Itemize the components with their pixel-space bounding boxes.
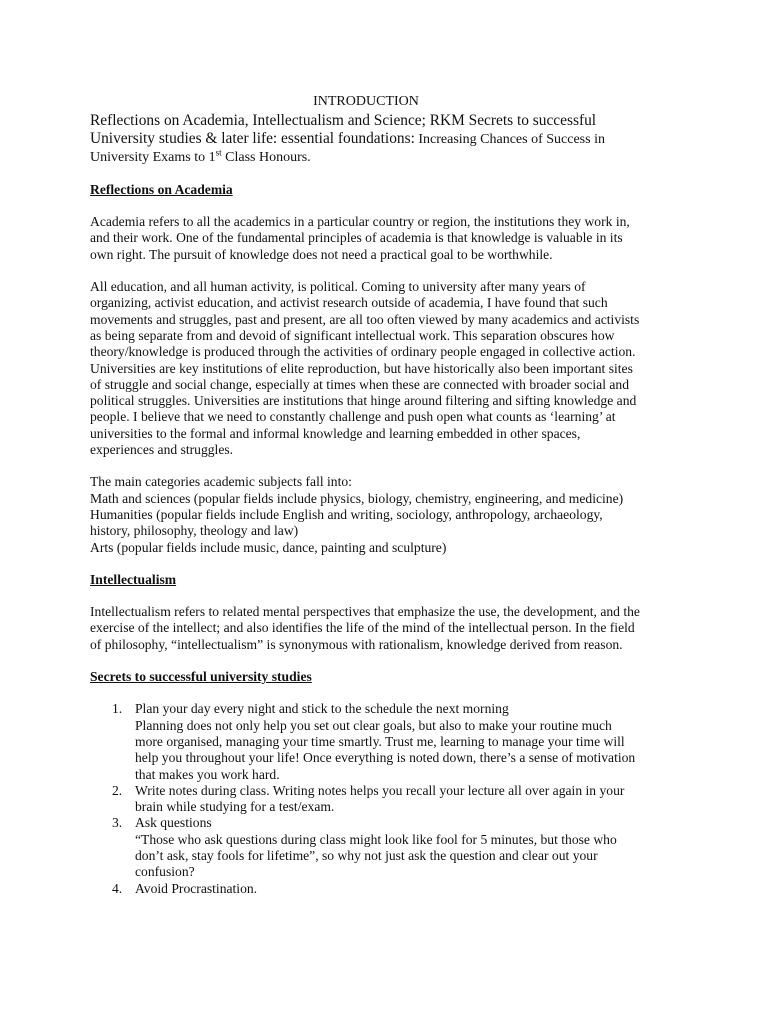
category-item: Arts (popular fields include music, dance, painting and sculpture) (90, 539, 447, 555)
page-title: INTRODUCTION (313, 94, 419, 109)
list-item-number: 2. (112, 782, 123, 798)
intellectualism-paragraph: Intellectualism refers to related mental perspectives that emphasize the use, the development, and the exercise of the intellect; and also identifies the life of the mind of the intellectual person. In the field of philosophy, “intellectualism” is synonymous with rationalism, knowledge derived from reason. (90, 604, 640, 652)
categories-intro: The main categories academic subjects fall into: (90, 474, 352, 490)
list-item-number: 4. (112, 880, 123, 896)
document-body (90, 94, 642, 897)
category-item: Humanities (popular fields include English and writing, sociology, anthropology, archaeology, history, philosophy, theology and law) (90, 506, 603, 539)
list-item-title: Ask questions (135, 815, 212, 831)
secrets-list (90, 701, 642, 897)
intro-paragraph (90, 112, 642, 166)
category-item: Math and sciences (popular fields include physics, biology, chemistry, engineering, and medicine) (90, 490, 624, 506)
list-item-title: Avoid Procrastination. (135, 880, 258, 896)
list-item-title: Plan your day every night and stick to the schedule the next morning (135, 701, 509, 717)
intro-small-text: Increasing Chances of Success in University Exams to 1 (90, 132, 605, 165)
intro-small-text-end: Class Honours. (221, 149, 311, 165)
intro-large-text: Reflections on Academia, Intellectualism and Science; RKM Secrets to successful University studies & later life: essential foundations: (90, 112, 597, 148)
list-item (90, 815, 642, 880)
list-item-title: Write notes during class. Writing notes helps you recall your lecture all over again in your brain while studying for a test/exam. (135, 782, 625, 815)
list-item (90, 783, 642, 816)
list-item-body: “Those who ask questions during class might look like fool for 5 minutes, but those who don’t ask, stay fools for lifetime”, so why not just ask the question and clear out your confusion? (135, 831, 617, 880)
academia-paragraph-1: Academia refers to all the academics in a particular country or region, the institutions they work in, and their work. One of the fundamental principles of academia is that knowledge is valuable in its own right. The pursuit of knowledge does not need a practical goal to be worthwhile. (90, 214, 630, 262)
list-item (90, 701, 642, 782)
list-item-number: 1. (112, 701, 123, 717)
list-item (90, 881, 642, 897)
list-item-number: 3. (112, 815, 123, 831)
list-item-body: Planning does not only help you set out clear goals, but also to make your routine much more organised, managing your time smartly. Trust me, learning to manage your time will help you throughout your life! Once everything is noted down, there’s a sense of motivation that makes you work hard. (135, 717, 636, 782)
section-heading-academia: Reflections on Academia (90, 181, 233, 197)
intro-superscript: st (215, 147, 222, 158)
academia-paragraph-2: All education, and all human activity, is political. Coming to university after many years of organizing, activist education, and activist research outside of academia, I have found that such movements and struggles, past and present, are all too often viewed by many academics and activists as being separate from and devoid of significant intellectual work. This separation obscures how theory/knowledge is produced through the activities of ordinary people engaged in collective action. Universities are key institutions of elite reproduction, but have historically also been important sites of struggle and social change, especially at times when these are connected with broader social and political struggles. Universities are institutions that hinge around filtering and sifting knowledge and people. I believe that we need to constantly challenge and push open what counts as ‘learning’ at universities to the formal and informal knowledge and learning embedded in other spaces, experiences and struggles. (90, 279, 640, 458)
section-heading-secrets: Secrets to successful university studies (90, 669, 312, 685)
section-heading-intellectualism: Intellectualism (90, 571, 177, 587)
